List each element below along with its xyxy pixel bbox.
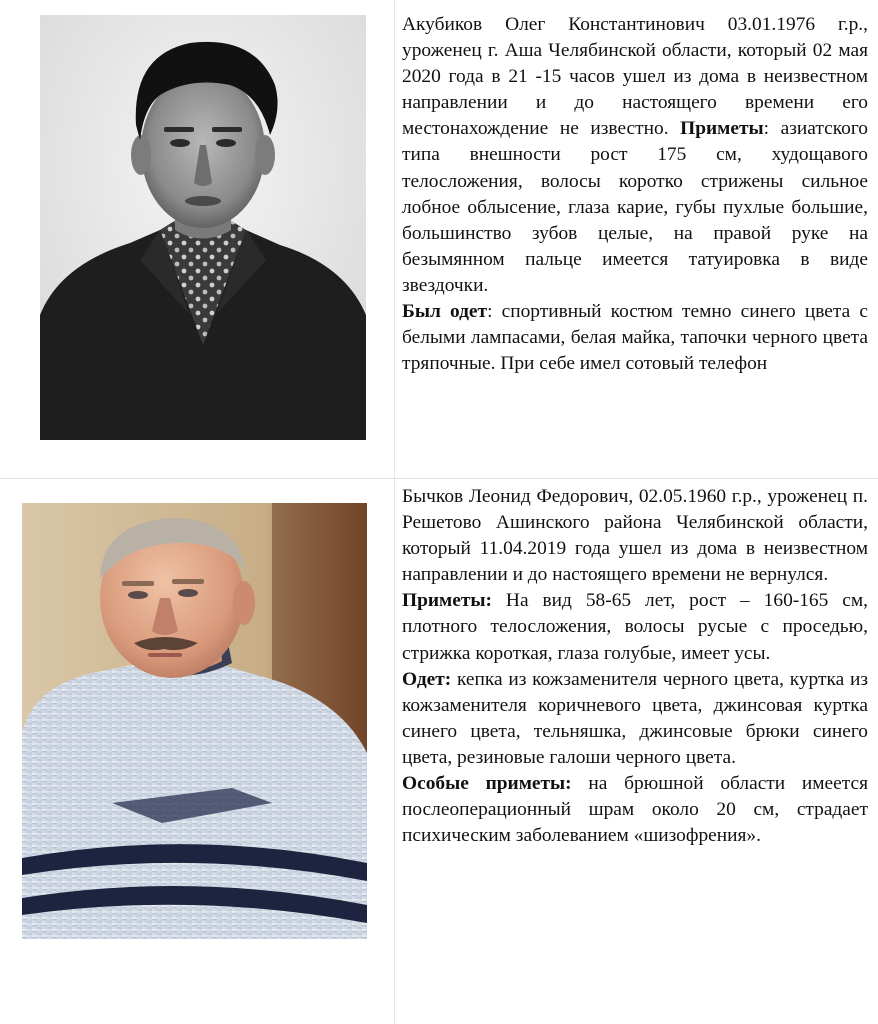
person-2-special-label: Особые приметы: xyxy=(402,773,572,795)
person-2-paragraph-special xyxy=(402,771,868,849)
person-1-intro: Акубиков Олег Константинович 03.01.1976 г.р., уроженец г. Аша Челябинской области, который 02 мая 2020 года в 21 -15 часов ушел из дома в неизвестном направлении и до настоящего времени его местонахождение не известно. xyxy=(402,14,868,140)
person-1-portrait-image xyxy=(40,15,366,440)
person-2-description xyxy=(402,484,868,849)
person-1-clothes-label: Был одет xyxy=(402,301,488,323)
person-1-signs-label: Приметы xyxy=(680,118,764,140)
person-1-description xyxy=(402,12,868,377)
person-1-paragraph-clothes xyxy=(402,299,868,377)
person-1-paragraph-main xyxy=(402,12,868,299)
person-1-photo xyxy=(40,15,366,440)
person-2-signs-label: Приметы: xyxy=(402,590,492,612)
person-2-special-text: на брюшной области имеется послеоперационный шрам около 20 см, страдает психическим заболеванием «шизофрения». xyxy=(402,773,868,847)
person-2-paragraph-signs xyxy=(402,588,868,666)
person-1-signs-text: : азиатского типа внешности рост 175 см, худощавого телосложения, волосы коротко стрижены сильное лобное облысение, глаза карие, губы пухлые большие, большинство зубов целые, на правой руке на безымянном пальце имеется татуировка в виде звездочки. xyxy=(402,118,868,296)
person-2-clothes-text: кепка из кожзаменителя черного цвета, куртка из кожзаменителя коричневого цвета, джинсовая куртка синего цвета, тельняшка, джинсовые брюки синего цвета, резиновые галоши черного цвета. xyxy=(402,668,868,768)
person-2-paragraph-clothes xyxy=(402,667,868,771)
person-2-signs-text: На вид 58-65 лет, рост – 160-165 см, плотного телосложения, волосы русые с проседью, стрижка короткая, глаза голубые, имеет усы. xyxy=(402,590,868,664)
person-2-photo xyxy=(22,503,367,939)
person-2-clothes-label: Одет: xyxy=(402,668,452,690)
column-divider xyxy=(394,0,395,1024)
person-1-clothes-text: : спортивный костюм темно синего цвета с белыми лампасами, белая майка, тапочки черного цвета тряпочные. При себе имел сотовый телефон xyxy=(402,301,868,375)
person-2-portrait-image xyxy=(22,503,367,939)
person-2-paragraph-intro: Бычков Леонид Федорович, 02.05.1960 г.р., уроженец п. Решетово Ашинского района Челябинской области, который 11.04.2019 года ушел из дома в неизвестном направлении и до настоящего времени не вернулся. xyxy=(402,486,868,586)
row-divider xyxy=(0,478,878,479)
